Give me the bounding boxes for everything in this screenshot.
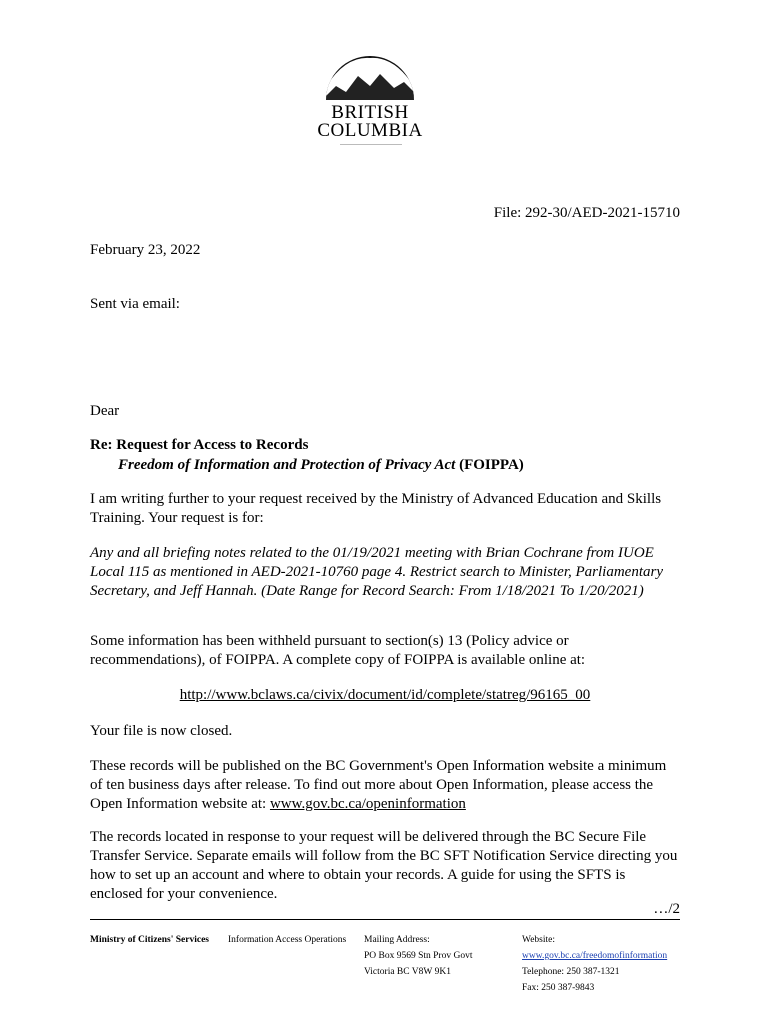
logo-wordmark-british: BRITISH [331, 102, 409, 123]
open-information-link[interactable]: www.gov.bc.ca/openinformation [269, 796, 466, 812]
footer-divider [90, 919, 680, 920]
footer-website [522, 932, 667, 996]
act-name: Freedom of Information and Protection of Privacy Act [118, 457, 456, 473]
mailing-label: Mailing Address: [364, 935, 430, 945]
footer-ministry: Ministry of Citizens' Services [90, 935, 209, 945]
act-abbreviation: (FOIPPA) [455, 457, 524, 473]
withheld-paragraph: Some information has been withheld pursuant to section(s) 13 (Policy advice or recommendations), of FOIPPA. A complete copy of FOIPPA is available online at: [90, 633, 586, 668]
website-link[interactable]: www.gov.bc.ca/freedomofinformation [522, 951, 668, 961]
sent-via: Sent via email: [90, 296, 180, 312]
salutation: Dear [90, 403, 120, 419]
logo-divider [340, 144, 402, 145]
mailing-line-2: Victoria BC V8W 9K1 [364, 967, 451, 977]
file-number: File: 292-30/AED-2021-15710 [493, 205, 680, 221]
foippa-link-row [0, 686, 770, 704]
logo-wordmark-columbia: COLUMBIA [317, 120, 423, 141]
letter-date: February 23, 2022 [90, 242, 201, 258]
website-label: Website: [522, 935, 556, 945]
bc-logo [310, 46, 430, 146]
open-information-text: These records will be published on the BC Government's Open Information website a minimum of ten business days after release. To find out more about Open Information, please access the Open Information website at: [90, 758, 667, 812]
foippa-link[interactable]: http://www.bclaws.ca/civix/document/id/complete/statreg/96165_00 [179, 687, 591, 703]
file-closed-text: Your file is now closed. [90, 723, 233, 739]
page-continuation: …/2 [653, 901, 680, 917]
delivery-paragraph: The records located in response to your request will be delivered through the BC Secure File Transfer Service. Separate emails will follow from the BC SFT Notification Service directing you how to set up an account and where to obtain your records. A guide for using the SFTS is enclosed for your convenience. [90, 829, 678, 902]
subject-act [118, 456, 524, 474]
fax: Fax: 250 387-9843 [522, 983, 595, 993]
open-information-paragraph [90, 757, 680, 814]
request-text: Any and all briefing notes related to the 01/19/2021 meeting with Brian Cochrane from IUOE Local 115 as mentioned in AED-2021-10760 page 4. Restrict search to Minister, Parliamentary Secretary, and Jeff Hannah. (Date Range for Record Search: From 1/18/2021 To 1/20/2021) [90, 545, 663, 599]
bc-sun-mountain-icon [324, 46, 416, 102]
intro-paragraph: I am writing further to your request received by the Ministry of Advanced Education and Skills Training. Your request is for: [90, 491, 662, 526]
footer-mailing-address [364, 932, 472, 980]
mailing-line-1: PO Box 9569 Stn Prov Govt [364, 951, 473, 961]
telephone: Telephone: 250 387-1321 [522, 967, 620, 977]
subject-line: Re: Request for Access to Records [90, 437, 309, 453]
footer-operations: Information Access Operations [228, 935, 347, 945]
